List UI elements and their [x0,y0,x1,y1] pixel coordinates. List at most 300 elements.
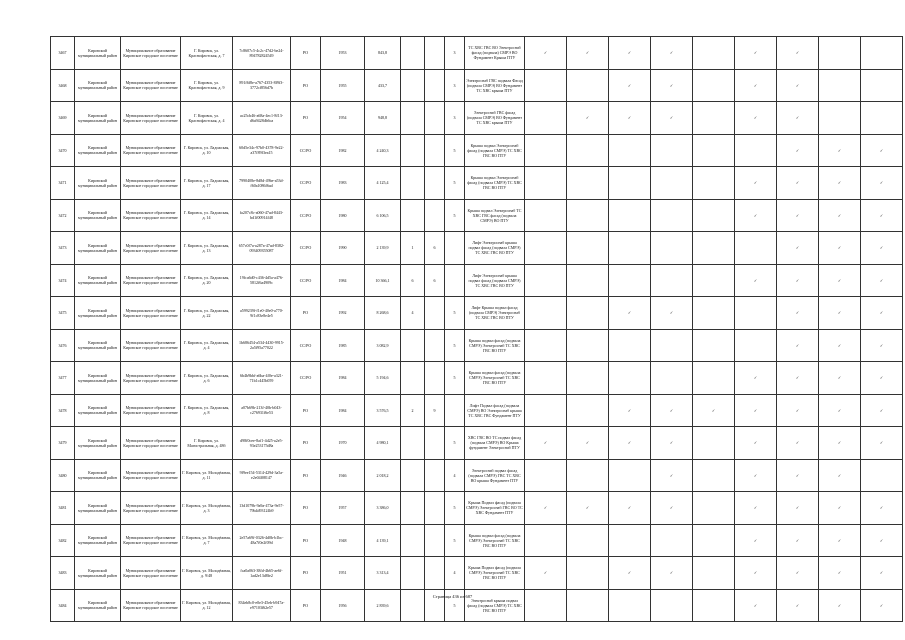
area-cell: 3 313,4 [365,557,401,590]
checkmark-icon: ✓ [669,570,674,576]
guid-cell: fa207c8c-a060-47ad-8443-bd1f00914f48 [233,199,291,232]
checkmark-cell [861,524,903,557]
checkmark-cell [777,37,819,70]
row-number-cell: 3468 [51,69,75,102]
settlement-cell: Муниципальное образование Кировское городское поселение [121,589,181,622]
checkmark-cell [777,524,819,557]
works-list-cell: Крыша подвал фасад (подвала СМРЭ) Электроснаб ТС ХВС ГВС ВО ПТУ [465,362,525,395]
checkmark-icon: ✓ [795,570,800,576]
checkmark-cell [651,297,693,330]
district-cell: Кировский муниципальный район [75,492,121,525]
floors-extra-cell [425,102,445,135]
district-cell: Кировский муниципальный район [75,264,121,297]
checkmark-cell [735,199,777,232]
area-cell: 6 106,5 [365,199,401,232]
checkmark-icon: ✓ [753,50,758,56]
checkmark-icon: ✓ [837,342,842,348]
lift-count-cell [401,167,425,200]
form-cell: СС/РО [291,362,321,395]
works-list-cell: Лифт Электроснаб крыша подвал фасад (подвала СМРЭ) ТС ХВС ГВС ВО ПТУ [465,232,525,265]
area-cell: 3 576,5 [365,394,401,427]
form-cell: РО [291,589,321,622]
address-cell: Г. Кировск, ул. Ладожская, д. 20 [181,264,233,297]
row-number-cell: 3478 [51,394,75,427]
checkmark-cell [651,524,693,557]
address-cell: Г. Кировск, ул. Ладожская, д. 17 [181,167,233,200]
floors-extra-cell [425,69,445,102]
guid-cell: d98f0cee-8af1-4d25-a2e5-93e253175d8a [233,427,291,460]
checkmark-cell [525,69,567,102]
checkmark-cell [693,167,735,200]
checkmark-cell [861,264,903,297]
area-cell: 4 980,1 [365,427,401,460]
checkmark-cell [693,102,735,135]
floors-cell: 3 [445,102,465,135]
checkmark-cell [651,362,693,395]
checkmark-cell [693,394,735,427]
checkmark-cell [525,37,567,70]
checkmark-icon: ✓ [837,375,842,381]
checkmark-icon: ✓ [837,537,842,543]
row-number-cell: 3479 [51,427,75,460]
checkmark-cell [819,362,861,395]
floors-cell: 3 [445,37,465,70]
checkmark-cell [693,557,735,590]
checkmark-cell [777,102,819,135]
checkmark-cell [693,69,735,102]
checkmark-cell [567,199,609,232]
guid-cell: 9f9ee154-5314-429d-3a5a-e2e04f08147 [233,459,291,492]
form-cell: СС/РО [291,134,321,167]
checkmark-cell [651,459,693,492]
lift-count-cell [401,102,425,135]
checkmark-cell [651,37,693,70]
district-cell: Кировский муниципальный район [75,394,121,427]
table-row [51,329,903,362]
checkmark-icon: ✓ [795,50,800,56]
checkmark-cell [819,134,861,167]
checkmark-icon: ✓ [585,505,590,511]
checkmark-cell [651,102,693,135]
checkmark-cell [819,524,861,557]
checkmark-cell [693,362,735,395]
year-cell: 1946 [321,459,365,492]
checkmark-cell [819,199,861,232]
checkmark-cell [735,362,777,395]
settlement-cell: Муниципальное образование Кировское городское поселение [121,167,181,200]
settlement-cell: Муниципальное образование Кировское городское поселение [121,69,181,102]
form-cell: РО [291,297,321,330]
floors-extra-cell [425,167,445,200]
checkmark-icon: ✓ [879,505,884,511]
form-cell: РО [291,394,321,427]
checkmark-icon: ✓ [795,245,800,251]
area-cell: 843,8 [365,37,401,70]
settlement-cell: Муниципальное образование Кировское городское поселение [121,134,181,167]
checkmark-cell [651,329,693,362]
checkmark-cell [609,329,651,362]
row-number-cell: 3473 [51,232,75,265]
table-row [51,199,903,232]
checkmark-icon: ✓ [837,505,842,511]
address-cell: Г. Кировск, ул. Молодёжная, д. 3 [181,492,233,525]
checkmark-cell [819,394,861,427]
form-cell: СС/РО [291,329,321,362]
checkmark-icon: ✓ [837,180,842,186]
checkmark-cell [567,524,609,557]
floors-cell: 3 [445,69,465,102]
checkmark-icon: ✓ [795,472,800,478]
checkmark-cell [819,297,861,330]
floors-cell: 5 [445,329,465,362]
checkmark-cell [525,459,567,492]
checkmark-cell [567,102,609,135]
floors-extra-cell: 6 [425,232,445,265]
guid-cell: fca0a063-38fd-4b65-ae6f-1ad2e13d8fe2 [233,557,291,590]
works-list-cell: ТС ХВС ГВС ВО Электроснаб фасад (подвала) СМРЭ ВО Фундамент Крыша ПТУ [465,37,525,70]
form-cell: РО [291,492,321,525]
checkmark-cell [861,459,903,492]
district-cell: Кировский муниципальный район [75,329,121,362]
checkmark-icon: ✓ [627,440,632,446]
works-list-cell: Лифт Электроснаб крыша подвал фасад (подвала СМРЭ) ТС ХВС ГВС ВО ПТУ [465,264,525,297]
checkmark-cell [861,69,903,102]
checkmark-cell [819,69,861,102]
checkmark-icon: ✓ [837,277,842,283]
checkmark-cell [735,134,777,167]
checkmark-icon: ✓ [795,505,800,511]
address-cell: Г. Кировск, ул. Ладожская, д. 4 [181,329,233,362]
floors-extra-cell [425,199,445,232]
checkmark-cell [525,492,567,525]
works-list-cell: Крыша подвал Электроснаб фасад (подвала СМРЭ) ТС ХВС ГВС ВО ПТУ [465,134,525,167]
checkmark-cell [777,167,819,200]
checkmark-cell [861,232,903,265]
floors-extra-cell [425,459,445,492]
floors-extra-cell [425,557,445,590]
works-list-cell: Крыша подвал Электроснаб ТС ХВС ГВС фасад (подвала СМРЭ) ВО ПТУ [465,199,525,232]
guid-cell: a07b69b-213f-40b-b043-c276931f6e53 [233,394,291,427]
settlement-cell: Муниципальное образование Кировское городское поселение [121,557,181,590]
floors-cell: 4 [445,459,465,492]
floors-extra-cell [425,297,445,330]
works-list-cell: Крыша Подвал фасад (подвала СМРЭ) Электроснаб ГВС ВО ТС ХВС Фундамент ПТУ [465,492,525,525]
row-number-cell: 3467 [51,37,75,70]
checkmark-cell [693,199,735,232]
floors-cell: 5 [445,167,465,200]
checkmark-cell [525,362,567,395]
checkmark-cell [861,329,903,362]
checkmark-cell [567,329,609,362]
checkmark-cell [525,199,567,232]
row-number-cell: 3474 [51,264,75,297]
checkmark-cell [651,232,693,265]
checkmark-cell [861,427,903,460]
year-cell: 1948 [321,524,365,557]
checkmark-cell [777,199,819,232]
checkmark-icon: ✓ [753,602,758,608]
row-number-cell: 3475 [51,297,75,330]
checkmark-icon: ✓ [753,407,758,413]
address-cell: Г. Кировск, ул. Молодёжная, д. 12 [181,589,233,622]
address-cell: Г. Кировск, ул. Ладожская, д. 10 [181,134,233,167]
checkmark-cell [567,459,609,492]
checkmark-icon: ✓ [879,147,884,153]
year-cell: 1984 [321,394,365,427]
checkmark-cell [735,69,777,102]
checkmark-icon: ✓ [837,310,842,316]
checkmark-cell [525,264,567,297]
checkmark-icon: ✓ [795,212,800,218]
checkmark-cell [567,394,609,427]
checkmark-cell [693,427,735,460]
row-number-cell: 3470 [51,134,75,167]
area-cell: 10 366,1 [365,264,401,297]
address-cell: Г. Кировск, ул. Ладожская, д. 14 [181,199,233,232]
settlement-cell: Муниципальное образование Кировское городское поселение [121,394,181,427]
checkmark-cell [819,329,861,362]
guid-cell: 7990408e-8d8d-49be-a53d-f60a1086f6ad [233,167,291,200]
works-list-cell: Крыша подвал фасад (подвала СМРЭ) Электроснаб ТС ХВС ГВС ВО ПТУ [465,329,525,362]
checkmark-cell [609,492,651,525]
table-row [51,557,903,590]
row-number-cell: 3480 [51,459,75,492]
year-cell: 1956 [321,589,365,622]
checkmark-cell [693,459,735,492]
checkmark-icon: ✓ [669,50,674,56]
district-cell: Кировский муниципальный район [75,362,121,395]
checkmark-icon: ✓ [795,180,800,186]
checkmark-icon: ✓ [795,115,800,121]
floors-cell [445,232,465,265]
checkmark-cell [735,459,777,492]
form-cell: РО [291,427,321,460]
checkmark-icon: ✓ [669,440,674,446]
settlement-cell: Муниципальное образование Кировское городское поселение [121,102,181,135]
checkmark-cell [819,102,861,135]
floors-cell: 5 [445,297,465,330]
checkmark-cell [861,492,903,525]
floors-extra-cell [425,362,445,395]
checkmark-icon: ✓ [795,537,800,543]
checkmark-cell [777,492,819,525]
year-cell: 1957 [321,492,365,525]
checkmark-icon: ✓ [879,310,884,316]
checkmark-cell [735,102,777,135]
checkmark-cell [525,394,567,427]
lift-count-cell [401,134,425,167]
year-cell: 1992 [321,297,365,330]
checkmark-cell [819,459,861,492]
table-row [51,297,903,330]
lift-count-cell: 2 [401,394,425,427]
checkmark-icon: ✓ [669,407,674,413]
guid-cell: 834eb8c0-e0e3-45eb-b947a-e97103f62e57 [233,589,291,622]
checkmark-icon: ✓ [837,602,842,608]
checkmark-cell [861,167,903,200]
lift-count-cell [401,459,425,492]
row-number-cell: 3476 [51,329,75,362]
area-cell: 2 139,9 [365,232,401,265]
row-number-cell: 3471 [51,167,75,200]
works-list-cell: Крыша Подвал фасад (подвала СМРЭ) Электроснаб ТС ХВС ГВС ВО ПТУ [465,557,525,590]
address-cell: Г. Кировск, ул. Краснофлотская, д. 9 [181,69,233,102]
works-list-cell: Электроснаб подвал фасад (подвала СМРЭ) ГВС ТС ХВС ВО крыша Фундамент ПТУ [465,459,525,492]
year-cell: 1955 [321,69,365,102]
checkmark-icon: ✓ [627,407,632,413]
checkmark-icon: ✓ [837,147,842,153]
form-cell: СС/РО [291,232,321,265]
address-cell: Г. Кировск, ул. Ладожская, д. 6 [181,362,233,395]
checkmark-cell [651,69,693,102]
works-list-cell: Электроснаб ГВС подвала Фасад (подвала СМРЭ) ВО Фундамент ТС ХВС крыша ПТУ [465,69,525,102]
year-cell: 1951 [321,557,365,590]
guid-cell: 1b686454-a534-4430-9915-2a5f95a77022 [233,329,291,362]
year-cell: 1954 [321,102,365,135]
table-row [51,492,903,525]
row-number-cell: 3484 [51,589,75,622]
checkmark-cell [777,69,819,102]
checkmark-icon: ✓ [627,82,632,88]
checkmark-cell [567,297,609,330]
checkmark-icon: ✓ [753,115,758,121]
floors-extra-cell [425,427,445,460]
year-cell: 1990 [321,232,365,265]
guid-cell: 891f6f8e-a767-4353-8f9f3-3772cf856d7b [233,69,291,102]
row-number-cell: 3482 [51,524,75,557]
checkmark-cell [861,102,903,135]
checkmark-icon: ✓ [879,375,884,381]
checkmark-cell [609,134,651,167]
checkmark-cell [735,167,777,200]
year-cell: 1985 [321,329,365,362]
checkmark-icon: ✓ [879,342,884,348]
checkmark-icon: ✓ [795,82,800,88]
floors-extra-cell [425,492,445,525]
settlement-cell: Муниципальное образование Кировское городское поселение [121,264,181,297]
checkmark-cell [819,492,861,525]
checkmark-cell [609,232,651,265]
table-row [51,394,903,427]
checkmark-icon: ✓ [795,310,800,316]
checkmark-icon: ✓ [837,407,842,413]
settlement-cell: Муниципальное образование Кировское городское поселение [121,297,181,330]
district-cell: Кировский муниципальный район [75,557,121,590]
checkmark-icon: ✓ [669,82,674,88]
area-cell: 3 386,0 [365,492,401,525]
checkmark-cell [609,199,651,232]
floors-extra-cell: 6 [425,264,445,297]
checkmark-cell [735,264,777,297]
lift-count-cell [401,37,425,70]
address-cell: Г. Кировск, ул. Ладожская, д. 13 [181,232,233,265]
floors-extra-cell [425,329,445,362]
guid-cell: 6b4b9bbf-a6ba-4f0e-a321-71b1c445b059 [233,362,291,395]
checkmark-cell [567,557,609,590]
area-cell: 2 839,6 [365,589,401,622]
checkmark-cell [609,557,651,590]
checkmark-icon: ✓ [879,602,884,608]
table-row [51,427,903,460]
table-row [51,362,903,395]
checkmark-icon: ✓ [753,180,758,186]
checkmark-cell [861,297,903,330]
checkmark-cell [735,232,777,265]
checkmark-cell [609,167,651,200]
form-cell: СС/РО [291,264,321,297]
checkmark-cell [651,394,693,427]
checkmark-icon: ✓ [585,115,590,121]
checkmark-cell [651,264,693,297]
district-cell: Кировский муниципальный район [75,232,121,265]
works-list-cell: Электроснаб крыша подвал фасад (подвала СМРЭ) ТС ХВС ГВС ВО ПТУ [465,589,525,622]
district-cell: Кировский муниципальный район [75,427,121,460]
floors-extra-cell: 9 [425,394,445,427]
checkmark-cell [735,557,777,590]
guid-cell: 657c0f7a-a287a-47ad-8382-093409355087 [233,232,291,265]
checkmark-cell [735,297,777,330]
table-row [51,69,903,102]
checkmark-cell [525,329,567,362]
works-list-cell: Лифт Подвал фасад (подвала СМРЭ) ВО Электроснаб крыша ТС ХВС ГВС Фундамент ПТУ [465,394,525,427]
checkmark-icon: ✓ [837,472,842,478]
checkmark-cell [525,102,567,135]
page-footer: Страница 436 из 687 [432,594,473,599]
checkmark-cell [861,362,903,395]
checkmark-cell [861,134,903,167]
area-cell: 2 018,2 [365,459,401,492]
table-row [51,102,903,135]
checkmark-cell [861,199,903,232]
area-cell: 5 194,6 [365,362,401,395]
checkmark-icon: ✓ [795,147,800,153]
guid-cell: 13d1079b-9a9a-473a-9e57-79b4d93124b9 [233,492,291,525]
lift-count-cell: 4 [401,297,425,330]
settlement-cell: Муниципальное образование Кировское городское поселение [121,199,181,232]
settlement-cell: Муниципальное образование Кировское городское поселение [121,232,181,265]
area-cell: 4 139,1 [365,524,401,557]
area-cell: 433,7 [365,69,401,102]
checkmark-cell [777,362,819,395]
checkmark-cell [735,37,777,70]
works-list-cell: Лифт Крыша подвал фасад (подвала СМРЭ) Электроснаб ТС ХВС ГВС ВО ПТУ [465,297,525,330]
row-number-cell: 3472 [51,199,75,232]
checkmark-cell [609,69,651,102]
checkmark-icon: ✓ [669,505,674,511]
table-row [51,232,903,265]
district-cell: Кировский муниципальный район [75,167,121,200]
checkmark-icon: ✓ [879,537,884,543]
checkmark-cell [777,394,819,427]
checkmark-icon: ✓ [543,50,548,56]
checkmark-icon: ✓ [753,570,758,576]
works-list-cell: ХВС ГВС ВО ТС подвал фасад (подвала СМРЭ) ВО Крыша фундамент Электроснаб ПТУ [465,427,525,460]
checkmark-cell [819,37,861,70]
checkmark-cell [609,362,651,395]
checkmark-cell [693,524,735,557]
checkmark-cell [735,329,777,362]
table-row [51,459,903,492]
guid-cell: 19fca6d0-c436-4d5a-a476-5812f6a4909c [233,264,291,297]
checkmark-icon: ✓ [753,472,758,478]
lift-count-cell [401,199,425,232]
settlement-cell: Муниципальное образование Кировское городское поселение [121,459,181,492]
form-cell: РО [291,37,321,70]
checkmark-icon: ✓ [795,342,800,348]
checkmark-cell [693,329,735,362]
floors-extra-cell [425,37,445,70]
year-cell: 1953 [321,37,365,70]
